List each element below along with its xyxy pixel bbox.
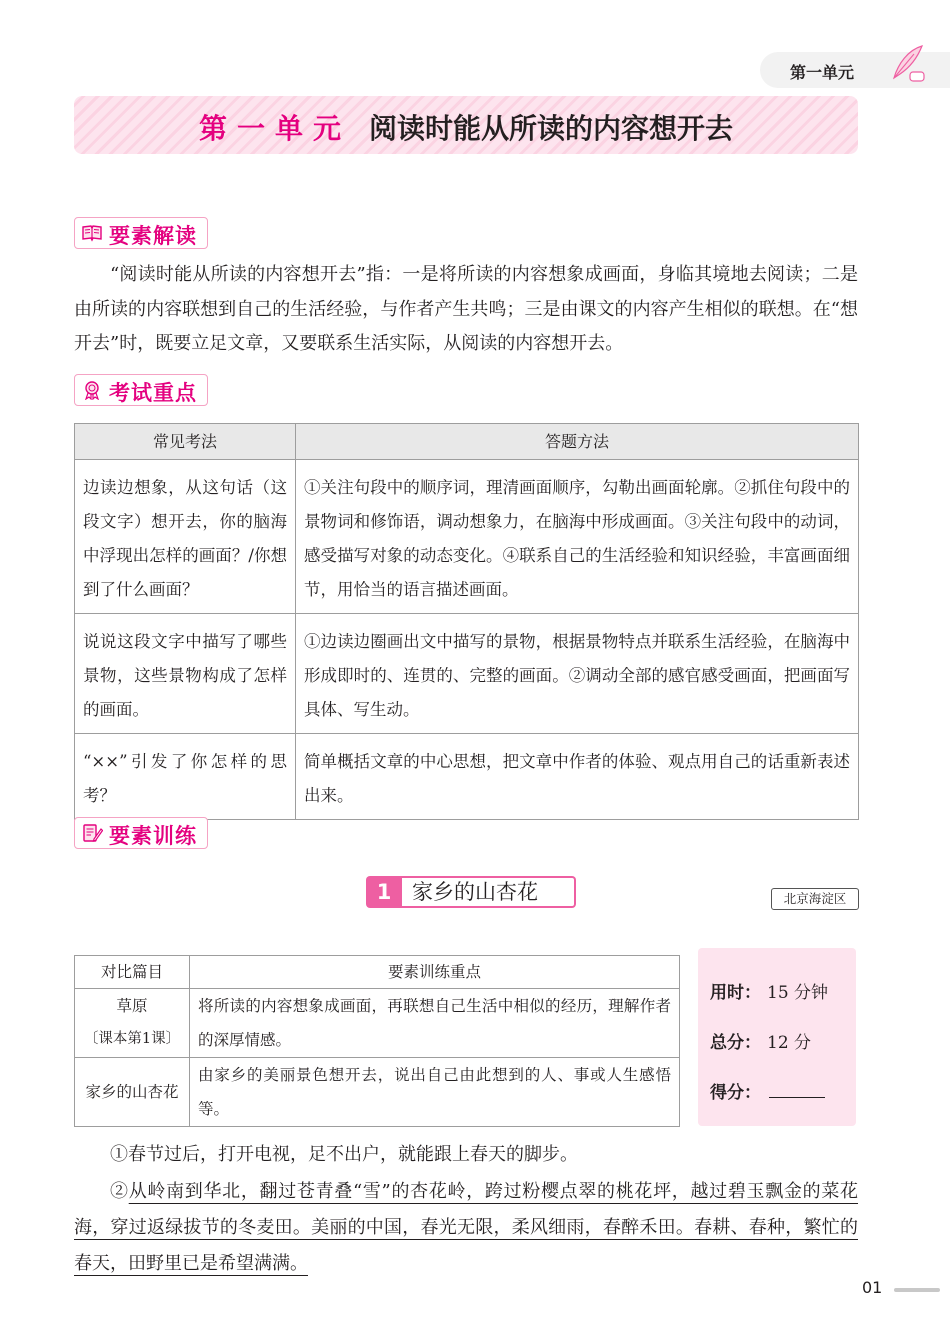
exam-method-cell: ①边读边圈画出文中描写的景物，根据景物特点并联系生活经验，在脑海中形成即时的、连贯的、完整的画面。②调动全部的感官感受画面，把画面写具体、写生动。 xyxy=(296,614,859,734)
unit-tab xyxy=(760,52,950,88)
underlined-passage: 从岭南到华北，翻过苍青叠“雪”的杏花岭，跨过粉樱点翠的桃花坪，越过碧玉飘金的菜花海，穿过返绿拔节的冬麦田。美丽的中国，春光无限，柔风细雨，春醉禾田。春耕、春种，繁忙的春天，田野里已是希望满满。 xyxy=(74,1181,859,1274)
banner-unit-label: 第一单元 xyxy=(198,112,351,145)
section-header-exam xyxy=(74,374,208,406)
reading-paragraph-2 xyxy=(74,1174,858,1282)
lesson-title xyxy=(366,876,566,908)
page-number-bar xyxy=(894,1288,940,1292)
column-header: 对比篇目 xyxy=(75,956,190,989)
table-header-row xyxy=(75,956,680,989)
region-tag: 北京海淀区 xyxy=(771,888,859,910)
compare-focus-cell: 由家乡的美丽景色想开去，说出自己由此想到的人、事或人生感悟等。 xyxy=(190,1058,680,1127)
time-label: 用时： xyxy=(710,983,761,1003)
compare-title: 草原 xyxy=(116,997,148,1015)
compare-title: 家乡的山杏花 xyxy=(75,1058,190,1127)
score-label: 得分： xyxy=(710,1083,761,1103)
feather-pen-icon xyxy=(888,42,928,84)
column-header: 答题方法 xyxy=(296,424,859,460)
total-value: 12 分 xyxy=(767,1033,812,1053)
total-label: 总分： xyxy=(710,1033,761,1053)
exam-method-cell: ①关注句段中的顺序词，理清画面顺序，勾勒出画面轮廓。②抓住句段中的景物词和修饰语，调动想象力，在脑海中形成画面。③关注句段中的动词，感受描写对象的动态变化。④联系自己的生活经验和知识经验，丰富画面细节，用恰当的语言描述画面。 xyxy=(296,460,859,614)
time-value: 15 分钟 xyxy=(767,983,829,1003)
table-row xyxy=(75,460,859,614)
unit-tab-label: 第一单元 xyxy=(790,63,855,82)
section-title: 考试重点 xyxy=(109,381,197,405)
exam-method-cell: 简单概括文章的中心思想，把文章中作者的体验、观点用自己的话重新表述出来。 xyxy=(296,734,859,820)
total-line xyxy=(710,1028,811,1053)
exam-question-cell: “××”引发了你怎样的思考？ xyxy=(75,734,296,820)
open-book-icon xyxy=(81,223,103,243)
section-header-interpret xyxy=(74,217,208,249)
score-box xyxy=(698,948,856,1126)
banner-title: 阅读时能从所读的内容想开去 xyxy=(369,112,734,145)
table-row xyxy=(75,734,859,820)
reading-paragraph-1: ①春节过后，打开电视，足不出户，就能跟上春天的脚步。 xyxy=(110,1144,578,1165)
interpret-paragraph: “阅读时能从所读的内容想开去”指：一是将所读的内容想象成画面，身临其境地去阅读；二是由所读的内容联想到自己的生活经验，与作者产生共鸣；三是由课文的内容产生相似的联想。在“想开去”时，既要立足文章，又要联系生活实际，从阅读的内容想开去。 xyxy=(74,264,858,354)
page-number: 01 xyxy=(862,1278,883,1297)
award-ribbon-icon xyxy=(81,380,103,400)
notepad-pencil-icon xyxy=(81,823,103,843)
exam-focus-table xyxy=(74,423,859,820)
column-header: 常见考法 xyxy=(75,424,296,460)
paragraph-marker: ② xyxy=(110,1181,129,1202)
lesson-name: 家乡的山杏花 xyxy=(402,876,576,908)
table-row xyxy=(75,614,859,734)
time-line xyxy=(710,978,828,1003)
lesson-number: 1 xyxy=(366,876,402,908)
table-header-row xyxy=(75,424,859,460)
compare-title-cell xyxy=(75,989,190,1058)
section-header-training xyxy=(74,817,208,849)
exam-question-cell: 说说这段文字中描写了哪些景物，这些景物构成了怎样的画面。 xyxy=(75,614,296,734)
table-row xyxy=(75,1058,680,1127)
compare-subtitle: 〔课本第1课〕 xyxy=(83,1031,181,1047)
column-header: 要素训练重点 xyxy=(190,956,680,989)
section-title: 要素解读 xyxy=(109,224,197,248)
comparison-table xyxy=(74,955,680,1127)
score-blank[interactable] xyxy=(769,1081,825,1098)
section-title: 要素训练 xyxy=(109,824,197,848)
unit-title-banner xyxy=(74,96,858,154)
exam-question-cell: 边读边想象，从这句话（这段文字）想开去，你的脑海中浮现出怎样的画面？/你想到了什么画面？ xyxy=(75,460,296,614)
table-row xyxy=(75,989,680,1058)
compare-focus-cell: 将所读的内容想象成画面，再联想自己生活中相似的经历，理解作者的深厚情感。 xyxy=(190,989,680,1058)
score-line xyxy=(710,1078,825,1103)
